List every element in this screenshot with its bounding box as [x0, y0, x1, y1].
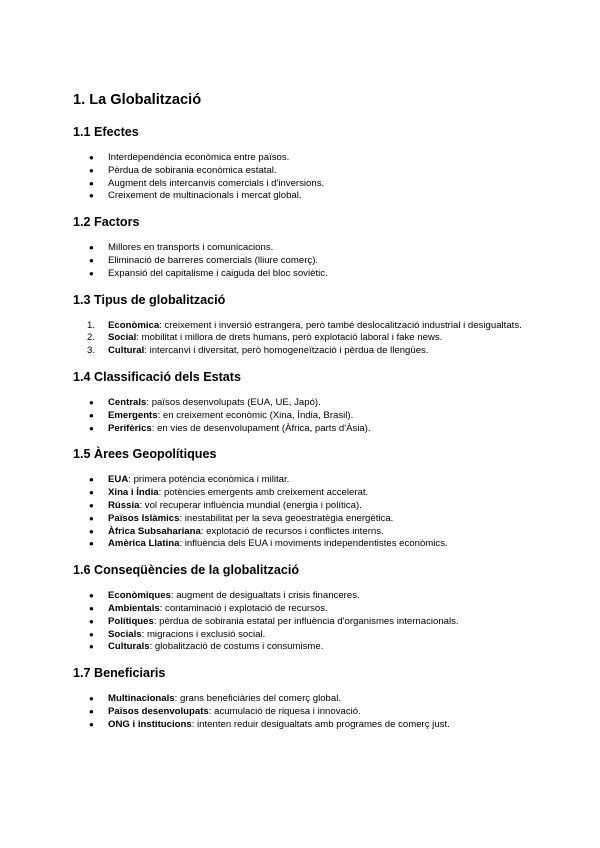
item-term: ONG i institucions: [108, 718, 192, 730]
item-text: : en vies de desenvolupament (Àfrica, parts d'Àsia).: [151, 422, 371, 434]
section-heading-tipus: 1.3 Tipus de globalització: [73, 292, 226, 307]
section-heading-factors: 1.2 Factors: [73, 215, 140, 230]
section-heading-consequencies: 1.6 Conseqüències de la globalització: [73, 563, 300, 578]
list-item: [73, 513, 543, 526]
item-text: : inestabilitat per la seva geoestratègia energètica.: [179, 512, 394, 524]
item-text: : en creixement econòmic (Xina, Índia, Brasil).: [157, 409, 354, 421]
item-text: : influència dels EUA i moviments independentistes econòmics.: [179, 538, 448, 550]
item-term: Social: [108, 332, 137, 344]
item-term: Emergents: [108, 409, 158, 421]
list-item: ● Expansió del capitalisme i caiguda del bloc soviètic.: [73, 268, 543, 281]
list-item: [73, 603, 543, 616]
section-heading-classificacio: 1.4 Classificació dels Estats: [73, 369, 242, 384]
item-text: : globalització de costums i consumisme.: [149, 641, 324, 653]
list-item: ● Millores en transports i comunicacions.: [73, 242, 543, 255]
document-content: [73, 92, 543, 744]
item-term: EUA: [108, 474, 129, 486]
item-text: : acumulació de riquesa i innovació.: [208, 705, 361, 717]
list-item: [73, 487, 543, 500]
item-text: : grans beneficiàries del comerç global.: [174, 693, 342, 705]
item-text: : potències emergents amb creixement accelerat.: [158, 487, 369, 499]
list-item: ● Pèrdua de sobirania econòmica estatal.: [73, 165, 543, 178]
list-number: 1.: [87, 319, 96, 331]
item-term: Ambientals: [108, 602, 160, 614]
list-item: [73, 616, 543, 629]
item-text: : mobilitat i millora de drets humans, però explotació laboral i fake news.: [136, 332, 443, 344]
item-text: : augment de desigualtats i crisis financeres.: [170, 590, 360, 602]
item-text: : intercanvi i diversitat, però homogeneïtzació i pèrdua de llengües.: [144, 345, 429, 357]
list-number: 3.: [87, 345, 96, 357]
list-classificacio: [73, 397, 543, 435]
item-term: Països Islàmics: [108, 512, 180, 524]
list-item: ● Interdependència econòmica entre països.: [73, 152, 543, 165]
list-efectes: [73, 152, 543, 203]
section-tipus: [73, 293, 543, 358]
list-number: 2.: [87, 332, 96, 344]
list-item: [73, 474, 543, 487]
section-factors: [73, 215, 543, 280]
section-consequencies: [73, 563, 543, 654]
list-beneficiaris: [73, 693, 543, 731]
list-consequencies: [73, 590, 543, 654]
item-term: Països desenvolupats: [108, 705, 209, 717]
list-item: [73, 397, 543, 410]
list-arees: [73, 474, 543, 551]
list-item: ● Eliminació de barreres comercials (lliure comerç).: [73, 255, 543, 268]
item-text: : migracions i exclusió social.: [141, 628, 266, 640]
item-term: Econòmica: [108, 319, 160, 331]
page-title: 1. La Globalització: [73, 92, 202, 108]
section-efectes: [73, 125, 543, 203]
item-text: : contaminació i explotació de recursos.: [159, 602, 328, 614]
section-arees: [73, 447, 543, 551]
section-beneficiaris: [73, 666, 543, 731]
list-item: [73, 320, 543, 333]
item-term: Cultural: [108, 345, 145, 357]
item-text: : pèrdua de sobirania estatal per influència d'organismes internacionals.: [153, 615, 459, 627]
list-item: [73, 706, 543, 719]
item-term: Centrals: [108, 396, 147, 408]
item-text: : creixement i inversió estrangera, però també deslocalització industrial i desigualtats.: [159, 319, 522, 331]
item-term: Polítiques: [108, 615, 154, 627]
list-item: [73, 719, 543, 732]
item-term: Culturals: [108, 641, 150, 653]
list-item: [73, 693, 543, 706]
list-tipus: [73, 320, 543, 358]
list-item: [73, 410, 543, 423]
item-text: : països desenvolupats (EUA, UE, Japó).: [146, 396, 321, 408]
list-item: [73, 500, 543, 513]
item-term: Socials: [108, 628, 142, 640]
list-item: ● Augment dels intercanvis comercials i d'inversions.: [73, 178, 543, 191]
item-term: Rússia: [108, 499, 140, 511]
item-text: : primera potència econòmica i militar.: [128, 474, 290, 486]
list-item: [73, 332, 543, 345]
section-classificacio: [73, 370, 543, 435]
item-term: Perifèrics: [108, 422, 152, 434]
list-item: [73, 345, 543, 358]
list-factors: [73, 242, 543, 280]
list-item: [73, 629, 543, 642]
item-text: : explotació de recursos i conflictes interns.: [200, 525, 384, 537]
section-heading-arees: 1.5 Àrees Geopolítiques: [73, 447, 217, 462]
item-term: Multinacionals: [108, 693, 175, 705]
section-heading-efectes: 1.1 Efectes: [73, 125, 139, 139]
list-item: ● Creixement de multinacionals i mercat global.: [73, 190, 543, 203]
item-text: : vol recuperar influència mundial (energia i política).: [139, 499, 362, 511]
item-term: Amèrica Llatina: [108, 538, 180, 550]
item-term: Àfrica Subsahariana: [108, 525, 201, 537]
list-item: [73, 526, 543, 539]
list-item: [73, 641, 543, 654]
item-term: Econòmiques: [108, 590, 171, 602]
section-heading-beneficiaris: 1.7 Beneficiaris: [73, 666, 166, 681]
item-text: : intenten reduir desigualtats amb programes de comerç just.: [191, 718, 450, 730]
item-term: Xina i Índia: [108, 487, 159, 499]
list-item: [73, 590, 543, 603]
list-item: [73, 538, 543, 551]
list-item: [73, 423, 543, 436]
